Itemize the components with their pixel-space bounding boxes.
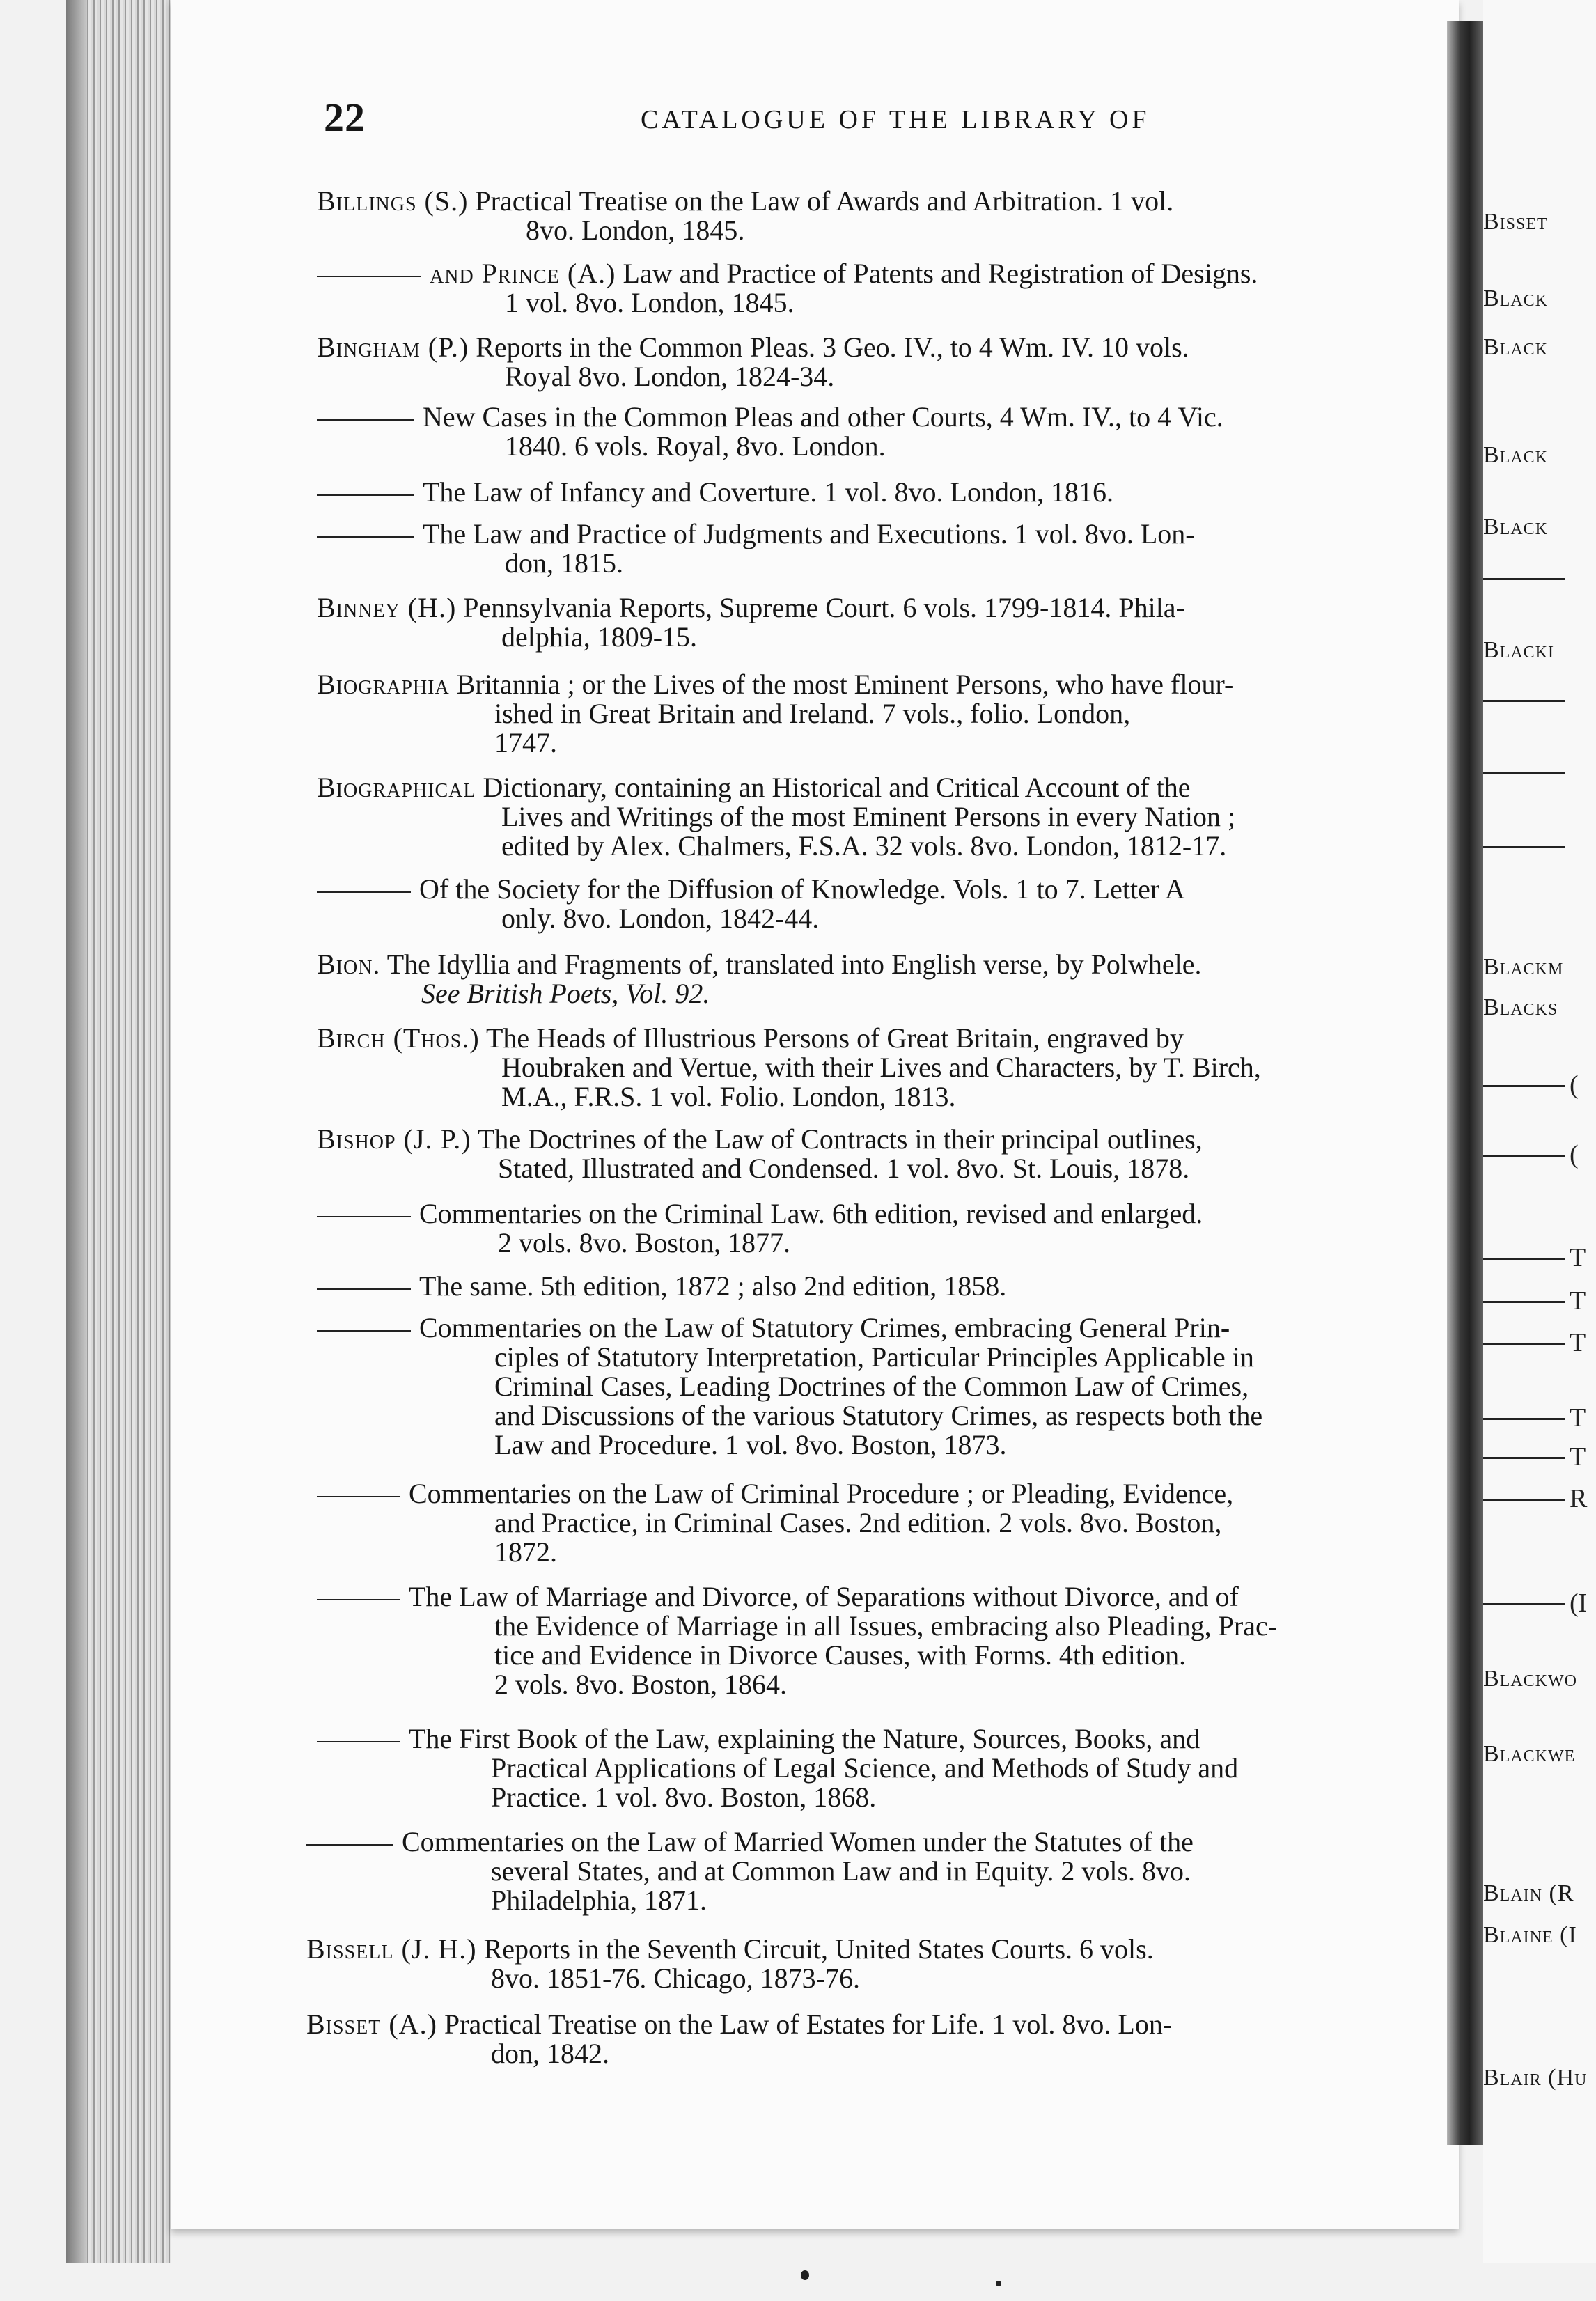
ditto-dash	[306, 1844, 393, 1846]
entry-bion	[317, 950, 1201, 1008]
entry-heading: Biographical	[317, 772, 476, 803]
entry-heading: Bingham (P.)	[317, 332, 469, 363]
entry-billings	[317, 187, 1173, 245]
ditto-dash	[1483, 1301, 1565, 1303]
ditto-dash	[317, 494, 414, 496]
entry-text: The Law and Practice of Judgments and Executions. 1 vol. 8vo. Lon-	[423, 518, 1195, 549]
facing-entry: T	[1570, 1286, 1586, 1316]
page-number: 22	[324, 95, 366, 140]
entry-text: New Cases in the Common Pleas and other Courts, 4 Wm. IV., to 4 Vic.	[423, 401, 1223, 432]
entry-text: delphia, 1809-15.	[501, 621, 698, 653]
entry-text: Law and Practice of Patents and Registration of Designs.	[623, 258, 1258, 289]
entry-bishop-statutory	[317, 1313, 1262, 1460]
ditto-dash	[1483, 1258, 1565, 1260]
facing-entry: Black	[1483, 334, 1549, 360]
entry-text: Commentaries on the Criminal Law. 6th edition, revised and enlarged.	[419, 1198, 1203, 1229]
entry-text: See British Poets, Vol. 92.	[421, 978, 710, 1009]
entry-birch	[317, 1024, 1261, 1112]
entry-text: Lives and Writings of the most Eminent Persons in every Nation ;	[501, 801, 1236, 832]
facing-entry: R	[1570, 1484, 1588, 1513]
facing-entry: Black	[1483, 286, 1549, 311]
ditto-dash	[317, 536, 414, 538]
ditto-dash	[1483, 1085, 1565, 1087]
ditto-dash	[1483, 578, 1565, 580]
ditto-dash	[317, 1496, 400, 1497]
ditto-dash	[1483, 772, 1565, 774]
scan-speck	[996, 2281, 1001, 2286]
entry-heading: Billings (S.)	[317, 185, 469, 217]
entry-bishop	[317, 1125, 1203, 1183]
ditto-dash	[1483, 1457, 1565, 1459]
entry-text: Law and Procedure. 1 vol. 8vo. Boston, 1873.	[494, 1429, 1007, 1460]
facing-entry: T	[1570, 1442, 1586, 1472]
entry-text: Britannia ; or the Lives of the most Eminent Persons, who have flour-	[456, 669, 1234, 700]
entry-bishop-marriage	[317, 1582, 1277, 1699]
entry-bishop-same	[317, 1272, 1006, 1301]
entry-text: 2 vols. 8vo. Boston, 1877.	[498, 1227, 791, 1258]
entry-text: and Discussions of the various Statutory Crimes, as respects both the	[494, 1400, 1263, 1431]
facing-page-fragment	[1483, 0, 1596, 2263]
entry-text: Of the Society for the Diffusion of Knowledge. Vols. 1 to 7. Letter A	[419, 873, 1185, 905]
entry-biographical-society	[317, 875, 1185, 933]
entry-bingham-infancy	[317, 478, 1113, 507]
facing-entry: (	[1570, 1070, 1579, 1100]
entry-bissell	[306, 1935, 1154, 1993]
entry-text: the Evidence of Marriage in all Issues, embracing also Pleading, Prac-	[494, 1610, 1278, 1641]
entry-text: Commentaries on the Law of Statutory Crimes, embracing General Prin-	[419, 1312, 1230, 1343]
facing-entry: Black	[1483, 514, 1549, 540]
ditto-dash	[317, 1741, 400, 1742]
entry-text: tice and Evidence in Divorce Causes, with Forms. 4th edition.	[494, 1639, 1187, 1671]
facing-entry: T	[1570, 1243, 1586, 1272]
entry-heading: Binney (H.)	[317, 592, 457, 623]
ditto-dash	[317, 276, 421, 277]
entry-text: The same. 5th edition, 1872 ; also 2nd edition, 1858.	[419, 1270, 1007, 1302]
entry-text: and Practice, in Criminal Cases. 2nd edition. 2 vols. 8vo. Boston,	[494, 1507, 1222, 1538]
entry-text: 1872.	[494, 1536, 557, 1568]
entry-bisset	[306, 2010, 1172, 2068]
scan-speck	[801, 2270, 809, 2280]
facing-entry: Blaine (I	[1483, 1922, 1577, 1948]
entry-text: 1840. 6 vols. Royal, 8vo. London.	[505, 430, 886, 462]
running-head: CATALOGUE OF THE LIBRARY OF	[641, 105, 1150, 134]
entry-text: The Heads of Illustrious Persons of Great Britain, engraved by	[485, 1022, 1184, 1054]
entry-biographical	[317, 773, 1235, 861]
entry-heading: Bishop (J. P.)	[317, 1123, 471, 1155]
entry-text: Philadelphia, 1871.	[491, 1885, 707, 1916]
entry-text: Commentaries on the Law of Married Women under the Statutes of the	[402, 1826, 1194, 1857]
entry-text: Practical Applications of Legal Science, and Methods of Study and	[491, 1752, 1239, 1784]
ditto-dash	[317, 1599, 400, 1600]
facing-entry: Blacks	[1483, 994, 1558, 1020]
entry-text: Stated, Illustrated and Condensed. 1 vol. 8vo. St. Louis, 1878.	[498, 1153, 1190, 1184]
facing-entry: (	[1570, 1140, 1579, 1169]
facing-entry: Blacki	[1483, 637, 1555, 663]
facing-entry: T	[1570, 1328, 1586, 1357]
entry-binney	[317, 593, 1185, 652]
entry-text: Dictionary, containing an Historical and Critical Account of the	[483, 772, 1191, 803]
entry-text: The Doctrines of the Law of Contracts in their principal outlines,	[477, 1123, 1203, 1155]
facing-entry: Black	[1483, 442, 1549, 468]
ditto-dash	[317, 1288, 411, 1290]
entry-bishop-procedure	[317, 1479, 1233, 1567]
facing-entry: (I	[1570, 1589, 1588, 1618]
entry-text: several States, and at Common Law and in Equity. 2 vols. 8vo.	[491, 1855, 1191, 1887]
entry-heading: Biographia	[317, 669, 450, 700]
entry-text: don, 1842.	[491, 2038, 609, 2069]
entry-text: 1747.	[494, 727, 557, 758]
entry-text: 1 vol. 8vo. London, 1845.	[505, 287, 795, 318]
entry-text: ished in Great Britain and Ireland. 7 vols., folio. London,	[494, 698, 1131, 729]
ditto-dash	[1483, 846, 1565, 848]
entry-heading: Bisset (A.)	[306, 2008, 437, 2040]
entry-text: edited by Alex. Chalmers, F.S.A. 32 vols. 8vo. London, 1812-17.	[501, 830, 1227, 861]
entry-text: Royal 8vo. London, 1824-34.	[505, 361, 835, 392]
entry-bishop-married-women	[306, 1827, 1194, 1915]
entry-text: Reports in the Common Pleas. 3 Geo. IV., to 4 Wm. IV. 10 vols.	[476, 332, 1189, 363]
ditto-dash	[1483, 1499, 1565, 1501]
ditto-dash	[1483, 700, 1565, 702]
entry-bishop-criminal-law	[317, 1199, 1203, 1258]
facing-entry: Blackwe	[1483, 1741, 1576, 1767]
entry-heading: Bion.	[317, 949, 381, 980]
entry-text: The Idyllia and Fragments of, translated into English verse, by Polwhele.	[386, 949, 1202, 980]
facing-entry: Blain (R	[1483, 1880, 1574, 1906]
entry-heading: Bissell (J. H.)	[306, 1933, 477, 1965]
book-gutter	[1447, 21, 1485, 2145]
ditto-dash	[1483, 1343, 1565, 1345]
facing-entry: T	[1570, 1403, 1586, 1433]
facing-entry: Blackwo	[1483, 1666, 1577, 1692]
ditto-dash	[317, 1216, 411, 1217]
entry-text: Practical Treatise on the Law of Estates for Life. 1 vol. 8vo. Lon-	[444, 2008, 1173, 2040]
entry-bingham-judgments	[317, 520, 1195, 578]
facing-entry: Blackm	[1483, 954, 1564, 980]
entry-heading: and Prince (A.)	[430, 258, 616, 289]
entry-billings-prince	[317, 259, 1258, 318]
entry-text: 8vo. 1851-76. Chicago, 1873-76.	[491, 1963, 860, 1994]
entry-bingham	[317, 333, 1189, 391]
entry-text: 2 vols. 8vo. Boston, 1864.	[494, 1669, 788, 1700]
entry-biographia	[317, 670, 1233, 758]
entry-text: M.A., F.R.S. 1 vol. Folio. London, 1813.	[501, 1081, 956, 1112]
entry-text: 8vo. London, 1845.	[526, 214, 745, 246]
entry-heading: Birch (Thos.)	[317, 1022, 480, 1054]
ditto-dash	[317, 419, 414, 421]
entry-bishop-first-book	[317, 1724, 1238, 1812]
facing-entry: Blair (Hu	[1483, 2065, 1588, 2091]
entry-text: only. 8vo. London, 1842-44.	[501, 903, 820, 934]
entry-text: ciples of Statutory Interpretation, Particular Principles Applicable in	[494, 1341, 1254, 1373]
entry-text: don, 1815.	[505, 547, 623, 579]
entry-text: Criminal Cases, Leading Doctrines of the Common Law of Crimes,	[494, 1371, 1249, 1402]
ditto-dash	[317, 891, 411, 893]
entry-text: Pennsylvania Reports, Supreme Court. 6 vols. 1799-1814. Phila-	[463, 592, 1185, 623]
entry-text: The Law of Marriage and Divorce, of Separations without Divorce, and of	[409, 1581, 1239, 1612]
entry-text: The Law of Infancy and Coverture. 1 vol. 8vo. London, 1816.	[423, 476, 1113, 508]
ditto-dash	[317, 1330, 411, 1332]
entry-text: Practical Treatise on the Law of Awards and Arbitration. 1 vol.	[475, 185, 1174, 217]
entry-text: Reports in the Seventh Circuit, United States Courts. 6 vols.	[483, 1933, 1154, 1965]
ditto-dash	[1483, 1418, 1565, 1420]
ditto-dash	[1483, 1155, 1565, 1157]
entry-text: Houbraken and Vertue, with their Lives and Characters, by T. Birch,	[501, 1052, 1261, 1083]
entry-bingham-new-cases	[317, 403, 1223, 461]
entry-text: The First Book of the Law, explaining the Nature, Sources, Books, and	[409, 1723, 1200, 1754]
ditto-dash	[1483, 1603, 1565, 1605]
entry-text: Practice. 1 vol. 8vo. Boston, 1868.	[491, 1781, 877, 1813]
facing-entry: Bisset	[1483, 209, 1548, 235]
entry-text: Commentaries on the Law of Criminal Procedure ; or Pleading, Evidence,	[409, 1478, 1234, 1509]
